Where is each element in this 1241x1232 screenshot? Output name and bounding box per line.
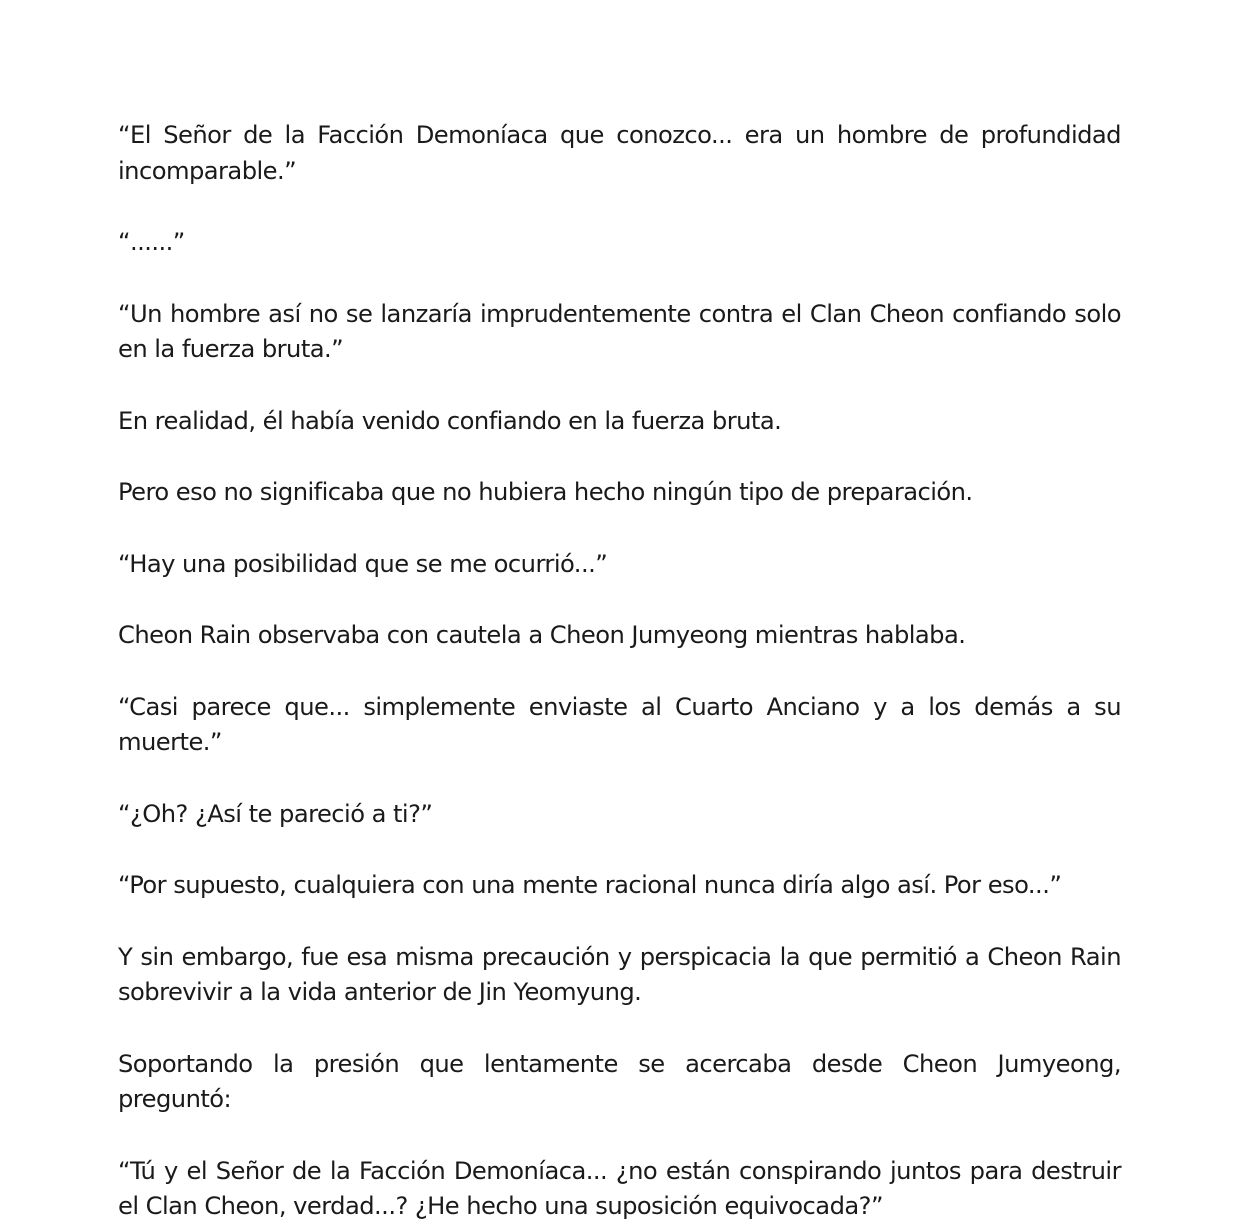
paragraph: “El Señor de la Facción Demoníaca que conozco... era un hombre de profundidad incomparable.”: [118, 121, 1121, 185]
paragraph: Pero eso no significaba que no hubiera hecho ningún tipo de preparación.: [118, 478, 973, 506]
paragraph: “Casi parece que... simplemente enviaste al Cuarto Anciano y a los demás a su muerte.”: [118, 692, 1121, 756]
paragraph: “Por supuesto, cualquiera con una mente racional nunca diría algo así. Por eso...”: [118, 871, 1062, 899]
paragraph: “......”: [118, 228, 185, 256]
paragraph: “¿Oh? ¿Así te pareció a ti?”: [118, 799, 433, 828]
paragraph: Soportando la presión que lentamente se acercaba desde Cheon Jumyeong, preguntó:: [118, 1049, 1121, 1113]
paragraph: Cheon Rain observaba con cautela a Cheon Jumyeong mientras hablaba.: [118, 621, 966, 649]
paragraph: En realidad, él había venido confiando en la fuerza bruta.: [118, 406, 782, 435]
paragraph: “Un hombre así no se lanzaría imprudentemente contra el Clan Cheon confiando solo en la fuerza bruta.”: [118, 299, 1121, 363]
document-page: [118, 118, 1121, 1225]
paragraph: “Tú y el Señor de la Facción Demoníaca... ¿no están conspirando juntos para destruir el Clan Cheon, verdad...? ¿He hecho una suposición equivocada?”: [118, 1156, 1121, 1220]
paragraph: Y sin embargo, fue esa misma precaución y perspicacia la que permitió a Cheon Rain sobrevivir a la vida anterior de Jin Yeomyung.: [118, 942, 1121, 1006]
paragraph: “Hay una posibilidad que se me ocurrió...”: [118, 549, 608, 578]
